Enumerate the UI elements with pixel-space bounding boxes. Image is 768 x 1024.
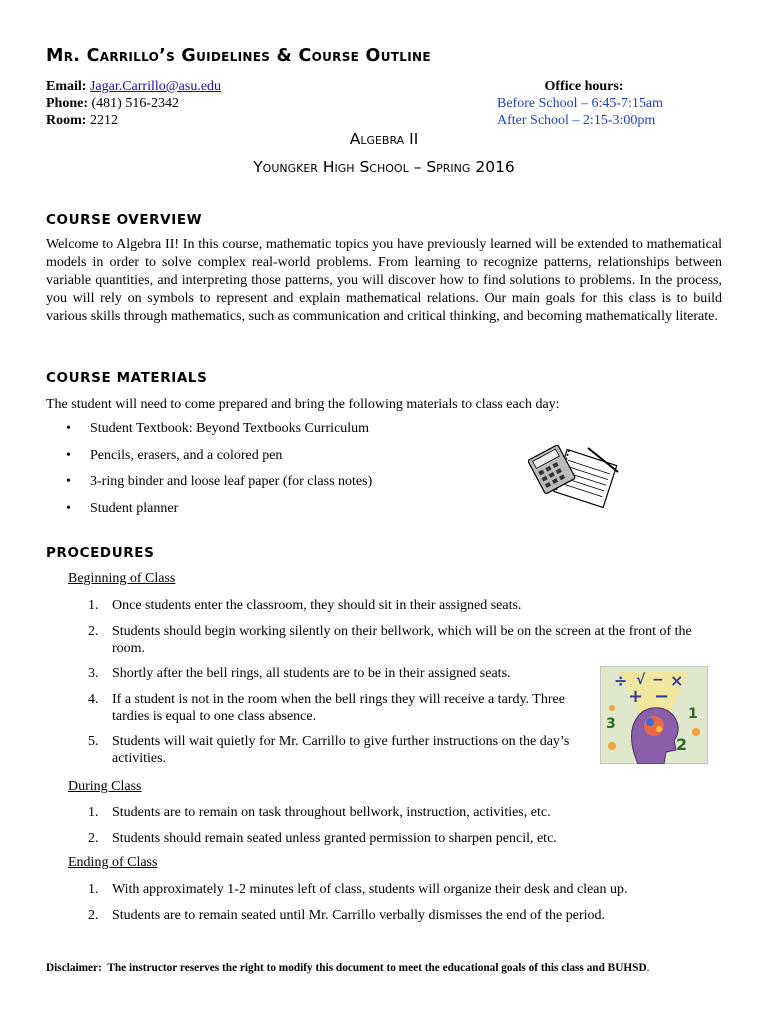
step-text: Shortly after the bell rings, all students are to be in their assigned seats. — [112, 666, 511, 681]
step-text: If a student is not in the room when the bell rings they will receive a tardy. Three tardies is equal to one class absence. — [112, 691, 565, 724]
materials-list — [46, 421, 372, 527]
room-label: Room: — [46, 113, 87, 128]
step-number: 1. — [88, 882, 99, 897]
step-text: Once students enter the classroom, they should sit in their assigned seats. — [112, 598, 522, 613]
step-number: 5. — [88, 734, 99, 749]
office-hours — [497, 78, 727, 129]
overview-text: Welcome to Algebra II! In this course, mathematic topics you have previously learned will be extended to mathematical models in order to solve complex real-world problems. From learning to recognize patterns, relationships between variable quantities, and interpreting those patterns, you will discover how to find solutions to problems. In the process, you will rely on symbols to represent and explain mathematical relations. Our main goals for this class is to build various skills through mathematics, such as communication and critical thinking, and becoming mathematically literate. — [46, 237, 722, 324]
step-number: 2. — [88, 907, 99, 923]
during-steps — [68, 804, 748, 855]
list-item: • Student planner — [46, 501, 372, 528]
procedures-heading: PROCEDURES — [46, 545, 155, 561]
phone-value: (481) 516-2342 — [91, 96, 179, 111]
email-label: Email: — [46, 79, 87, 94]
list-item — [68, 691, 582, 725]
list-item — [68, 881, 748, 898]
list-item — [68, 907, 748, 924]
minus-icon: − — [652, 672, 664, 688]
list-item: • Pencils, erasers, and a colored pen — [46, 448, 372, 475]
phone-label: Phone: — [46, 96, 88, 111]
materials-intro: The student will need to come prepared and bring the following materials to class each day: — [46, 397, 560, 412]
room-value: 2212 — [89, 113, 118, 128]
step-text: Students should begin working silently on their bellwork, which will be on the screen at the front of the room. — [112, 623, 692, 656]
course-name: Algebra II — [349, 130, 419, 148]
step-text: Students are to remain seated until Mr. Carrillo verbally dismisses the end of the period. — [112, 907, 606, 923]
overview-heading: COURSE OVERVIEW — [46, 212, 203, 228]
disclaimer-label: Disclaimer: — [46, 962, 102, 974]
step-number: 2. — [88, 830, 99, 846]
office-hours-after: After School – 2:15-3:00pm — [497, 113, 656, 128]
ending-of-class-label: Ending of Class — [68, 855, 158, 870]
page-title: Mr. Carrillo’s Guidelines & Course Outline — [46, 46, 431, 66]
school-term: Youngker High School – Spring 2016 — [253, 158, 515, 176]
list-item — [68, 665, 588, 682]
list-item — [68, 623, 722, 657]
disclaimer-period: . — [646, 962, 650, 974]
digit-three-icon: 3 — [606, 716, 616, 732]
step-number: 3. — [88, 666, 99, 681]
math-head-illustration — [600, 666, 708, 764]
list-item: • Student Textbook: Beyond Textbooks Curriculum — [46, 421, 372, 448]
divide-icon: ÷ — [614, 671, 628, 690]
beginning-of-class-label: Beginning of Class — [68, 571, 176, 586]
disclaimer-text: The instructor reserves the right to modify this document to meet the educational goals of this class and BUHSD — [107, 962, 647, 974]
step-text: With approximately 1-2 minutes left of class, students will organize their desk and clean up. — [112, 882, 628, 897]
plus-icon: + — [628, 686, 644, 707]
list-item — [68, 830, 748, 847]
beginning-steps — [68, 597, 692, 776]
step-number: 2. — [88, 623, 99, 639]
phone-row — [46, 95, 221, 112]
email-link[interactable]: Jagar.Carrillo@asu.edu — [89, 79, 222, 94]
sqrt-icon: √ — [636, 672, 646, 688]
times-icon: × — [670, 671, 684, 690]
office-hours-label: Office hours: — [544, 79, 624, 94]
step-number: 1. — [88, 805, 99, 820]
step-text: Students will wait quietly for Mr. Carrillo to give further instructions on the day’s activities. — [112, 734, 570, 766]
list-item — [68, 804, 748, 821]
calculator-notebook-icon — [528, 442, 622, 512]
ending-steps — [68, 881, 748, 932]
email-row — [46, 78, 221, 95]
disclaimer — [46, 962, 649, 974]
minus-icon: − — [654, 686, 670, 707]
digit-two-icon: 2 — [676, 735, 688, 754]
step-number: 4. — [88, 691, 99, 707]
step-text: Students are to remain on task throughout bellwork, instruction, activities, etc. — [112, 805, 551, 820]
digit-one-icon: 1 — [688, 706, 698, 722]
room-row — [46, 112, 221, 129]
list-item — [68, 597, 752, 614]
during-class-label: During Class — [68, 779, 142, 794]
materials-heading: COURSE MATERIALS — [46, 370, 208, 386]
contact-info — [46, 78, 221, 129]
office-hours-before: Before School – 6:45-7:15am — [497, 96, 664, 111]
list-item: • 3-ring binder and loose leaf paper (for class notes) — [46, 474, 372, 501]
list-item — [68, 733, 582, 767]
step-text: Students should remain seated unless granted permission to sharpen pencil, etc. — [112, 830, 557, 846]
step-number: 1. — [88, 598, 99, 613]
